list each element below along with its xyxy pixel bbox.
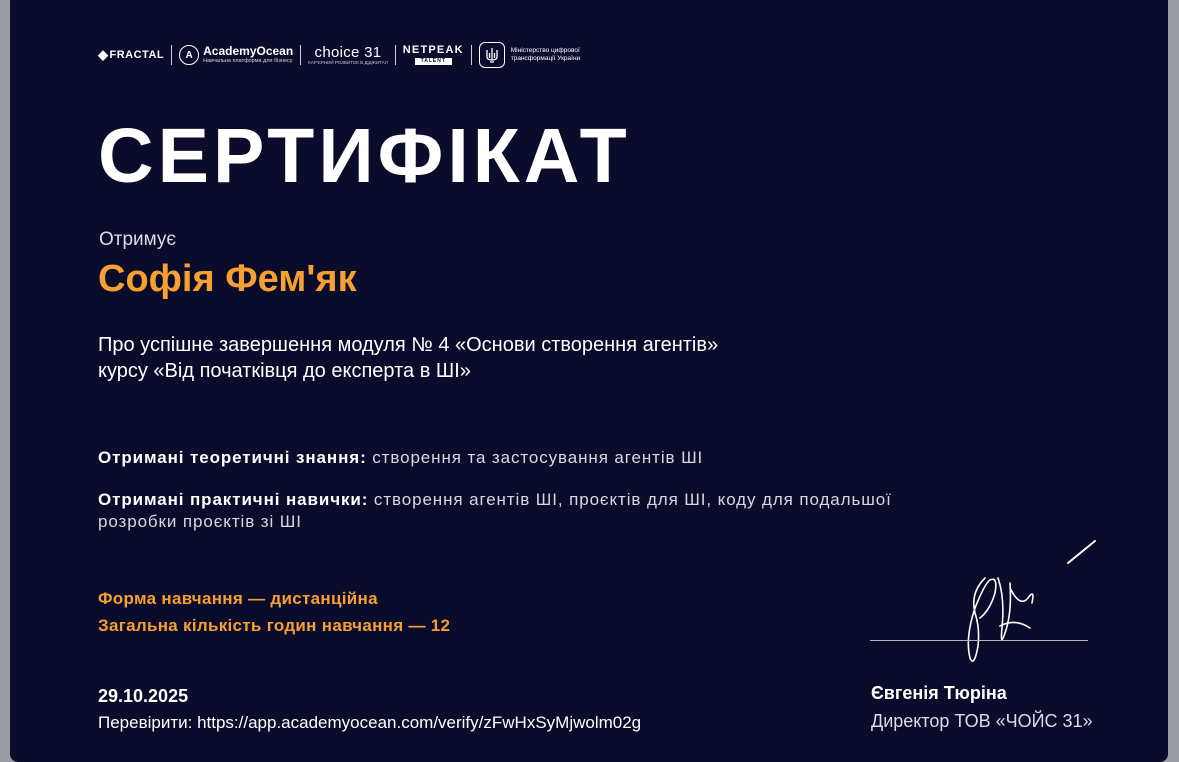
choice31-tagline: КАР'ЄРНИЙ РОЗВИТОК В ДІДЖИТАЛ [308, 59, 388, 65]
receives-label: Отримує [99, 229, 177, 250]
divider [171, 45, 172, 65]
divider [300, 45, 301, 65]
signatory-name: Євгенія Тюріна [871, 683, 1007, 703]
divider [471, 45, 472, 65]
netpeak-talent-badge: TALENT [415, 58, 452, 65]
academyocean-logo [179, 45, 293, 65]
completion-description [98, 332, 918, 384]
completion-line-2: курсу «Від початківця до експерта в ШІ» [98, 360, 471, 382]
certificate-title: СЕРТИФІКАТ [98, 113, 631, 199]
academyocean-name: AcademyOcean [203, 44, 294, 59]
trident-icon [479, 42, 505, 68]
fractal-drop-icon: ◆ [98, 47, 109, 62]
choice31-name: choice 31 [314, 43, 382, 61]
total-hours: Загальна кількість годин навчання — 12 [98, 616, 451, 635]
ministry-logo [479, 42, 606, 68]
academyocean-tagline: Навчальна платформа для бізнесу [203, 58, 293, 65]
ministry-name: Міністерство цифрової трансформації України [510, 46, 581, 62]
divider [395, 45, 396, 65]
signature-line [870, 640, 1088, 641]
signatory-role: Директор ТОВ «ЧОЙС 31» [871, 711, 1093, 731]
theoretical-knowledge [98, 447, 938, 469]
signature [950, 538, 1110, 668]
skills-value: створення агентів ШІ, проєктів для ШІ, коду для подальшої розробки проєктів зі ШІ [98, 490, 892, 531]
academyocean-a-icon: A [179, 45, 199, 65]
choice31-logo [308, 45, 388, 66]
recipient-name: Софія Фем'як [98, 258, 357, 300]
study-form: Форма навчання — дистанційна [98, 589, 378, 608]
certificate [10, 0, 1168, 762]
practical-skills [98, 489, 938, 533]
skills-label: Отримані практичні навички: [98, 490, 369, 509]
fractal-logo [98, 47, 164, 63]
knowledge-label: Отримані теоретичні знання: [98, 448, 367, 467]
issue-date: 29.10.2025 [98, 686, 189, 706]
verify-link[interactable]: Перевірити: https://app.academyocean.com/verify/zFwHxSyMjwolm02g [98, 713, 642, 732]
knowledge-value: створення та застосування агентів ШІ [372, 448, 704, 467]
fractal-logo-text: FRACTAL [109, 49, 165, 61]
partner-logos [98, 38, 606, 72]
netpeak-logo [403, 45, 464, 65]
completion-line-1: Про успішне завершення модуля № 4 «Основи створення агентів» [98, 334, 719, 356]
netpeak-name: NETPEAK [402, 44, 464, 56]
